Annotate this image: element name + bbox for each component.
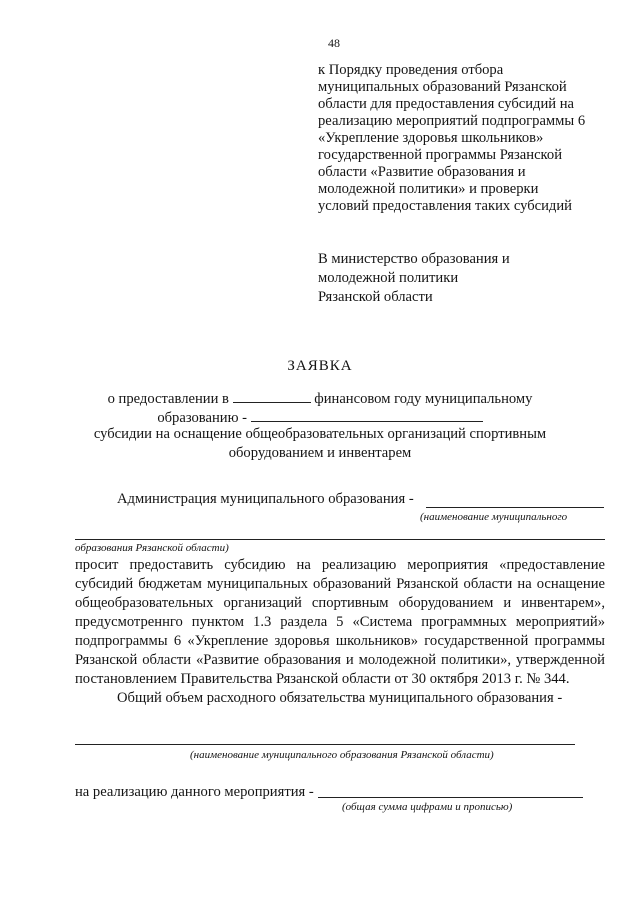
page-number: 48 [328,36,340,50]
document-title: ЗАЯВКА [287,358,353,374]
addressee-line: молодежной политики [318,270,459,286]
amount-blank-field[interactable] [318,797,583,798]
header-line: молодежной политики» и проверки [318,181,539,197]
volume-caption: (наименование муниципального образования Рязанской области) [190,749,494,761]
body-paragraph: просит предоставить субсидию на реализацию мероприятия «предоставление субсидий бюджетам муниципальных образований Рязанской области на оснащение общеобразовательных организаций спортивным оборудованием и инвентарем», предусмотреннго пунктом 1.3 раздела 5 «Система программных мероприятий» подпрограммы 6 «Укрепление здоровья школьников» государственной программы Рязанской области «Развитие образования и молодежной политики», утвержденной постановлением Правительства Рязанской области от 30 октября 2013 г. № 344. [75,557,605,687]
admin-caption-right: (наименование муниципального [420,511,568,523]
subtitle-text: о предоставлении в [107,391,229,407]
admin-blank-field[interactable] [426,507,604,508]
addressee-block [318,250,618,307]
amount-caption: (общая сумма цифрами и прописью) [342,801,513,813]
municipality-blank-field[interactable] [251,407,483,422]
volume-blank-field[interactable] [75,744,575,745]
header-line: условий предоставления таких субсидий [318,198,572,214]
year-blank-field[interactable] [233,388,311,403]
subtitle-text: финансовом году муниципальному [314,391,533,407]
admin-caption-left: образования Рязанской области) [75,542,229,554]
addressee-line: Рязанской области [318,289,433,305]
header-line: государственной программы Рязанской [318,147,563,163]
header-line: муниципальных образований Рязанской [318,79,567,95]
volume-paragraph: Общий объем расходного обязательства муниципального образования - [117,690,563,706]
subtitle-line-3: субсидии на оснащение общеобразовательных организаций спортивным [93,426,547,442]
subtitle-line-4: оборудованием и инвентарем [228,445,412,461]
implementation-label: на реализацию данного мероприятия - [75,784,314,800]
subtitle-line-2 [0,407,640,427]
admin-continuation-line[interactable] [75,539,605,540]
subtitle-line-1 [0,388,640,408]
appendix-header [318,62,618,215]
header-line: реализацию мероприятий подпрограммы 6 [318,113,586,129]
subtitle-text: образованию - [157,410,248,426]
header-line: к Порядку проведения отбора [318,62,504,78]
header-line: области «Развитие образования и [318,164,526,180]
addressee-line: В министерство образования и [318,251,510,267]
header-line: «Укрепление здоровья школьников» [318,130,544,146]
header-line: области для предоставления субсидий на [318,96,575,112]
body-text [75,556,605,708]
admin-label: Администрация муниципального образования - [117,491,414,507]
